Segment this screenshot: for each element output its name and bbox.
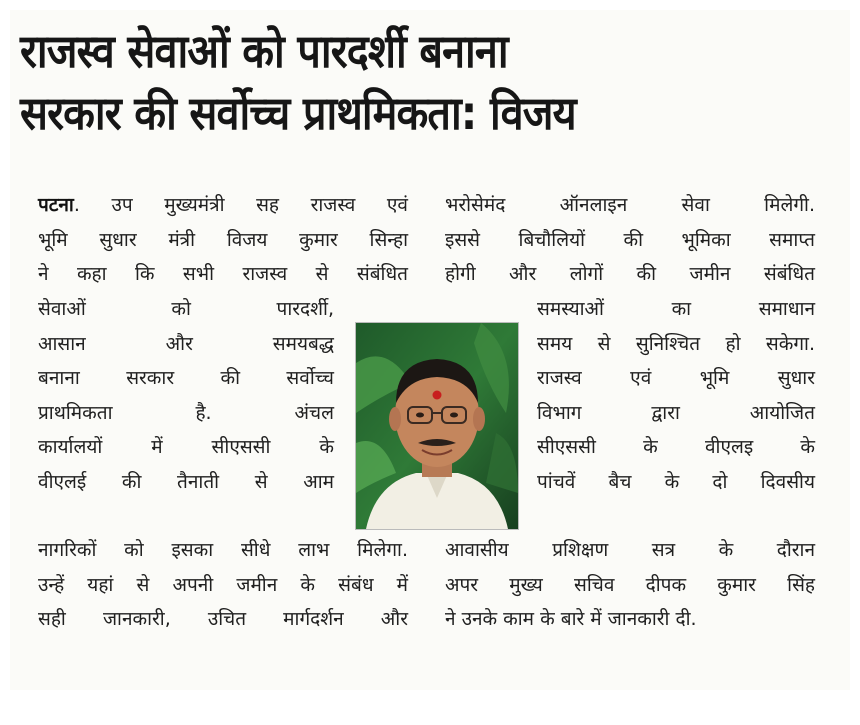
paragraph-line: इससे बिचौलियों की भूमिका समाप्त [445, 228, 815, 251]
paragraph-line: वीएलई की तैनाती से आम [38, 470, 334, 493]
headline-line-1: राजस्व सेवाओं को पारदर्शी बनाना [20, 24, 508, 78]
paragraph-line: प्राथमिकता है. अंचल [38, 401, 334, 424]
paragraph-line: पांचवें बैच के दो दिवसीय [537, 470, 815, 493]
paragraph-line: समय से सुनिश्चित हो सकेगा. [537, 332, 815, 355]
right-column-wrap [537, 292, 815, 499]
right-column-top [445, 188, 815, 292]
minister-photo [355, 322, 519, 530]
paragraph-line: बनाना सरकार की सर्वोच्च [38, 367, 334, 389]
paragraph-line: उन्हें यहां से अपनी जमीन के संबंध में [38, 573, 408, 596]
paragraph-line: भरोसेमंद ऑनलाइन सेवा मिलेगी. [445, 194, 815, 216]
paragraph-line: आवासीय प्रशिक्षण सत्र के दौरान [445, 539, 815, 561]
paragraph-line: सही जानकारी, उचित मार्गदर्शन और [38, 608, 408, 630]
paragraph-line: सेवाओं को पारदर्शी, [38, 298, 334, 320]
paragraph-line: होगी और लोगों की जमीन संबंधित [445, 263, 815, 285]
paragraph-line: नागरिकों को इसका सीधे लाभ मिलेगा. [38, 539, 408, 561]
headline [20, 20, 740, 144]
paragraph-line: भूमि सुधार मंत्री विजय कुमार सिन्हा [38, 228, 408, 251]
dateline: पटना [38, 194, 74, 216]
paragraph-line: ने उनके काम के बारे में जानकारी दी. [445, 608, 697, 630]
headline-line-2: सरकार की सर्वोच्च प्राथमिकता: विजय [20, 86, 576, 140]
paragraph-line [38, 188, 408, 223]
left-column-bottom [38, 533, 408, 637]
right-column-bottom [445, 533, 815, 637]
paragraph-line: ने कहा कि सभी राजस्व से संबंधित [38, 263, 408, 285]
paragraph-line: आसान और समयबद्ध [38, 332, 334, 355]
first-line-text: . उप मुख्यमंत्री सह राजस्व एवं [73, 194, 408, 216]
paragraph-line: राजस्व एवं भूमि सुधार [537, 367, 815, 389]
paragraph-line: समस्याओं का समाधान [537, 298, 815, 320]
left-column-wrap [38, 292, 334, 499]
paragraph-line: कार्यालयों में सीएससी के [38, 436, 334, 458]
paragraph-line: अपर मुख्य सचिव दीपक कुमार सिंह [445, 573, 815, 596]
paragraph-line: सीएससी के वीएलइ के [537, 436, 815, 458]
left-column-top [38, 188, 408, 292]
paragraph-line: विभाग द्वारा आयोजित [537, 401, 815, 424]
